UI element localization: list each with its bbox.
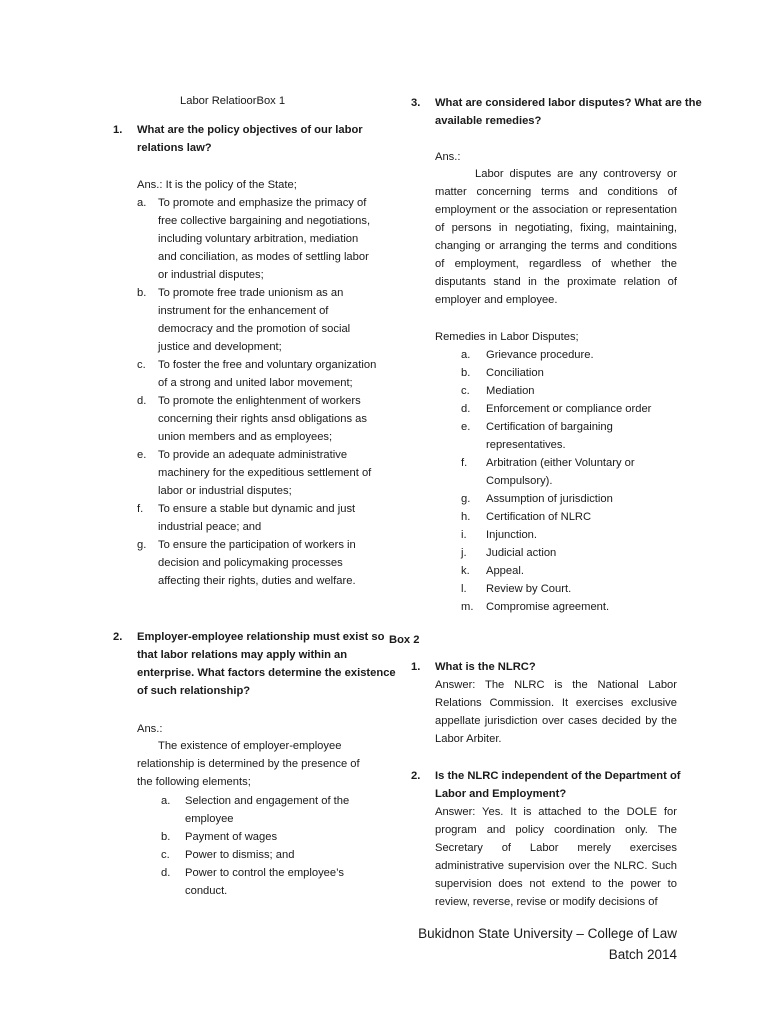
- answer-intro: Ans.: It is the policy of the State;: [137, 179, 297, 191]
- list-marker: d.: [461, 403, 471, 415]
- list-marker: d.: [161, 867, 171, 879]
- list-item: [461, 400, 666, 418]
- answer-text: [137, 737, 377, 791]
- question-number: 1.: [411, 661, 421, 673]
- list-item: [137, 194, 377, 284]
- list-marker: f.: [137, 503, 144, 515]
- list-text: Appeal.: [486, 565, 524, 577]
- answer-body: Labor disputes are any controversy or matter concerning terms and conditions of employment or the association or representation of persons in negotiating, fixing, maintaining, changing or arranging the terms and conditions of employment, regardless of whether the disputants stand in the proximate relation of employer and employee.: [435, 168, 677, 306]
- list-marker: g.: [461, 493, 471, 505]
- list-item: [461, 490, 666, 508]
- list-item: [461, 544, 666, 562]
- list-item: [461, 580, 666, 598]
- list-marker: i.: [461, 529, 467, 541]
- list-marker: a.: [137, 197, 147, 209]
- question-text: Is the NLRC independent of the Department of Labor and Employment?: [435, 770, 681, 800]
- list-text: Selection and engagement of the employee: [185, 795, 350, 825]
- list-item: [137, 500, 377, 536]
- box1-heading: Labor RelatioorBox 1: [180, 95, 286, 107]
- list-marker: a.: [461, 349, 471, 361]
- question-number: 3.: [411, 97, 421, 109]
- list-text: Conciliation: [486, 367, 544, 379]
- list-text: Power to dismiss; and: [185, 849, 295, 861]
- list-text: Power to control the employee’s conduct.: [185, 867, 344, 897]
- list-item: [161, 864, 376, 900]
- question-number: 2.: [411, 770, 421, 782]
- list-marker: k.: [461, 565, 470, 577]
- list-item: [161, 792, 376, 828]
- elements-list: [161, 792, 376, 900]
- list-text: To promote and emphasize the primacy of free collective bargaining and negotiations, including voluntary arbitration, mediation and conciliation, as modes of settling labor or industrial disputes;: [158, 197, 371, 281]
- list-marker: c.: [461, 385, 470, 397]
- list-text: Mediation: [486, 385, 535, 397]
- box2-question-1: [411, 658, 702, 676]
- page-footer: [418, 923, 677, 965]
- list-text: Judicial action: [486, 547, 557, 559]
- question-number: 2.: [113, 631, 123, 643]
- list-text: Certification of NLRC: [486, 511, 592, 523]
- list-text: To promote the enlightenment of workers concerning their rights ansd obligations as union members and as employees;: [158, 395, 367, 443]
- list-item: [461, 508, 666, 526]
- list-item: [461, 454, 666, 490]
- footer-batch: Batch 2014: [608, 947, 677, 962]
- list-text: To foster the free and voluntary organization of a strong and united labor movement;: [158, 359, 377, 389]
- list-item: [137, 446, 377, 500]
- list-text: Assumption of jurisdiction: [486, 493, 613, 505]
- list-item: [461, 526, 666, 544]
- list-text: Arbitration (either Voluntary or Compulsory).: [486, 457, 635, 487]
- list-text: Review by Court.: [486, 583, 572, 595]
- question-1: [113, 121, 392, 157]
- list-marker: l.: [461, 583, 467, 595]
- list-marker: m.: [461, 601, 474, 613]
- question-text: Employer-employee relationship must exist so that labor relations may apply within an enterprise. What factors determine the existence of such relationship?: [137, 631, 396, 697]
- list-marker: g.: [137, 539, 147, 551]
- list-marker: f.: [461, 457, 468, 469]
- list-item: [137, 356, 377, 392]
- question-text: What are considered labor disputes? What are the available remedies?: [435, 97, 702, 127]
- answer-body: The existence of employer-employee relationship is determined by the presence of the following elements;: [137, 740, 360, 788]
- list-marker: h.: [461, 511, 471, 523]
- list-marker: j.: [461, 547, 467, 559]
- list-marker: e.: [461, 421, 471, 433]
- remedies-list: [461, 346, 666, 616]
- list-text: Injunction.: [486, 529, 537, 541]
- list-item: [461, 418, 666, 454]
- list-item: [461, 562, 666, 580]
- answer-label: Ans.:: [435, 151, 461, 163]
- box2-question-2: [411, 767, 702, 803]
- question-3: [411, 94, 702, 130]
- question-text: What is the NLRC?: [435, 661, 536, 673]
- list-text: To provide an adequate administrative machinery for the expeditious settlement of labor or industrial disputes;: [158, 449, 372, 497]
- question-number: 1.: [113, 124, 123, 136]
- list-item: [137, 536, 377, 590]
- list-marker: e.: [137, 449, 147, 461]
- footer-institution: Bukidnon State University – College of Law: [418, 926, 677, 941]
- question-2: [113, 628, 403, 700]
- list-item: [461, 382, 666, 400]
- list-item: [461, 346, 666, 364]
- box2-answer-1: Answer: The NLRC is the National Labor Relations Commission. It exercises exclusive appellate jurisdiction over cases decided by the Labor Arbiter.: [435, 679, 677, 745]
- list-item: [161, 828, 376, 846]
- answer-label: Ans.:: [137, 723, 163, 735]
- list-marker: c.: [137, 359, 146, 371]
- remedies-label: Remedies in Labor Disputes;: [435, 331, 579, 343]
- list-text: To ensure the participation of workers in decision and policymaking processes affecting their rights, duties and welfare.: [158, 539, 356, 587]
- list-text: Certification of bargaining representatives.: [486, 421, 613, 451]
- box2-answer-2: Answer: Yes. It is attached to the DOLE for program and policy coordination only. The Secretary of Labor merely exercises administrative supervision over the NLRC. Such supervision does not extend to the power to review, reverse, revise or modify decisions of: [435, 806, 677, 908]
- list-text: To ensure a stable but dynamic and just industrial peace; and: [158, 503, 356, 533]
- list-text: Enforcement or compliance order: [486, 403, 652, 415]
- list-marker: d.: [137, 395, 147, 407]
- list-text: Payment of wages: [185, 831, 278, 843]
- list-marker: a.: [161, 795, 171, 807]
- answer-text: [435, 165, 677, 309]
- list-text: Compromise agreement.: [486, 601, 610, 613]
- list-item: [161, 846, 376, 864]
- list-marker: c.: [161, 849, 170, 861]
- list-marker: b.: [161, 831, 171, 843]
- list-marker: b.: [461, 367, 471, 379]
- list-item: [137, 392, 377, 446]
- list-item: [461, 364, 666, 382]
- policy-list: [137, 194, 377, 590]
- list-item: [137, 284, 377, 356]
- list-marker: b.: [137, 287, 147, 299]
- question-text: What are the policy objectives of our labor relations law?: [137, 124, 363, 154]
- list-text: To promote free trade unionism as an instrument for the enhancement of democracy and the promotion of social justice and development;: [158, 287, 351, 353]
- list-item: [461, 598, 666, 616]
- list-text: Grievance procedure.: [486, 349, 594, 361]
- box2-heading: Box 2: [389, 634, 420, 646]
